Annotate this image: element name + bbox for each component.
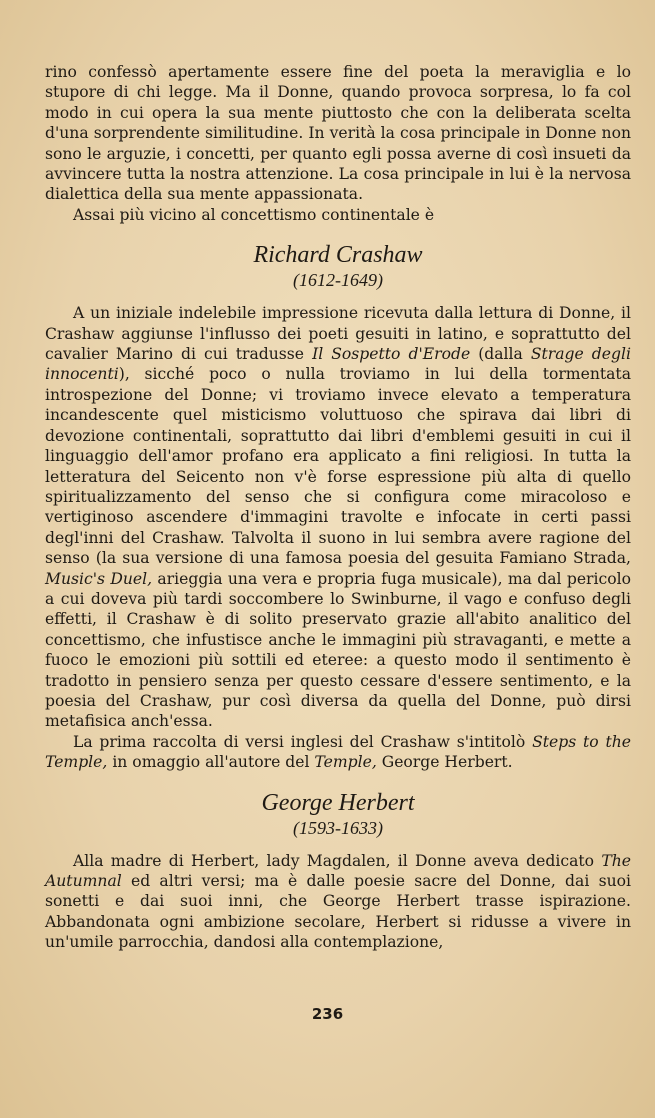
italic-title: Temple,	[314, 753, 377, 772]
text-span: in omaggio all'autore del	[107, 753, 315, 772]
text-span: arieggia una vera e propria fuga musicale), ma dal pericolo a cui doveva più tardi soccombere lo Swinburne, il vago e confuso degli effetti, il Crashaw è di solito preservato grazie all'abito analitico del concettismo, che infustisce anche le immagini più stravaganti, e mette a fuoco le emozioni più sottili ed eteree: a questo modo il sentimento è tradotto in pensiero senza per questo cessare d'essere sentimento, e la poesia del Crashaw, pur così diversa da quella del Donne, può dirsi metafisica anch'essa.	[45, 569, 631, 731]
paragraph-herbert-1	[45, 851, 631, 953]
paragraph-continuation: rino confessò apertamente essere fine del poeta la meraviglia e lo stupore di chi legge. Ma il Donne, quando provoca sorpresa, lo fa col modo in cui opera la sua mente piuttosto che con la deliberata scelta d'una sorprendente similitudine. In verità la cosa principale in Donne non sono le arguzie, i concetti, per quanto egli possa averne di così insueti da avvincere tutta la nostra attenzione. La cosa principale in lui è la nervosa dialettica della sua mente appassionata.	[45, 63, 631, 204]
paragraph-crashaw-1	[45, 303, 631, 732]
italic-title: Il Sospetto d'Erode	[312, 345, 471, 364]
text-span: A un iniziale indelebile impressione ricevuta dalla lettura di Donne, il Crashaw aggiunse l'influsso dei poeti gesuiti in latino, e soprattutto del cavalier Marino di cui tradusse	[45, 304, 631, 364]
section-dates-crashaw: (1612-1649)	[293, 270, 383, 291]
text-span: Alla madre di Herbert, lady Magdalen, il Donne aveva dedicato	[73, 851, 602, 870]
paragraph-crashaw-2	[45, 732, 631, 773]
section-title-crashaw: Richard Crashaw	[253, 242, 423, 269]
section-dates-herbert: (1593-1633)	[293, 817, 383, 838]
text-span: ), sicché poco o nulla troviamo in lui della tormentata introspezione del Donne; vi troviamo invece elevato a temperatura incandescente quel misticismo voluttuoso che spirava dai libri di devozione continentali, soprattutto dai libri d'emblemi gesuiti in cui il linguaggio dell'amor profano era applicato a fini religiosi. In tutta la letteratura del Seicento non v'è forse espressione più alta di quello spiritualizzamento del senso che si configura come miracoloso e vertiginoso ascendere d'immagini travolte e infocate in certi passi degl'inni del Crashaw. Talvolta il suono in lui sembra avere ragione del senso (la sua versione di una famosa poesia del gesuita Famiano Strada,	[45, 365, 631, 568]
text-span: George Herbert.	[376, 753, 513, 772]
text-span: La prima raccolta di versi inglesi del Crashaw s'intitolò	[73, 732, 533, 751]
paragraph-transition: Assai più vicino al concettismo continentale è	[73, 205, 435, 224]
italic-title: The Autumnal	[45, 851, 631, 890]
italic-title: Music's Duel,	[45, 569, 153, 588]
page-number: 236	[311, 1005, 344, 1023]
text-column	[45, 62, 631, 953]
italic-title: Steps to the Temple,	[45, 732, 631, 772]
section-title-herbert: George Herbert	[261, 789, 415, 816]
text-span: (dalla	[470, 345, 531, 364]
italic-title: Strage degli innocenti	[45, 345, 631, 384]
text-span: ed altri versi; ma è dalle poesie sacre del Donne, dai suoi sonetti e dai suoi inni, che George Herbert trasse ispirazione. Abbandonata ogni ambizione secolare, Herbert si ridusse a vivere in un'umile parrocchia, dandosi alla contemplazione,	[45, 872, 631, 952]
